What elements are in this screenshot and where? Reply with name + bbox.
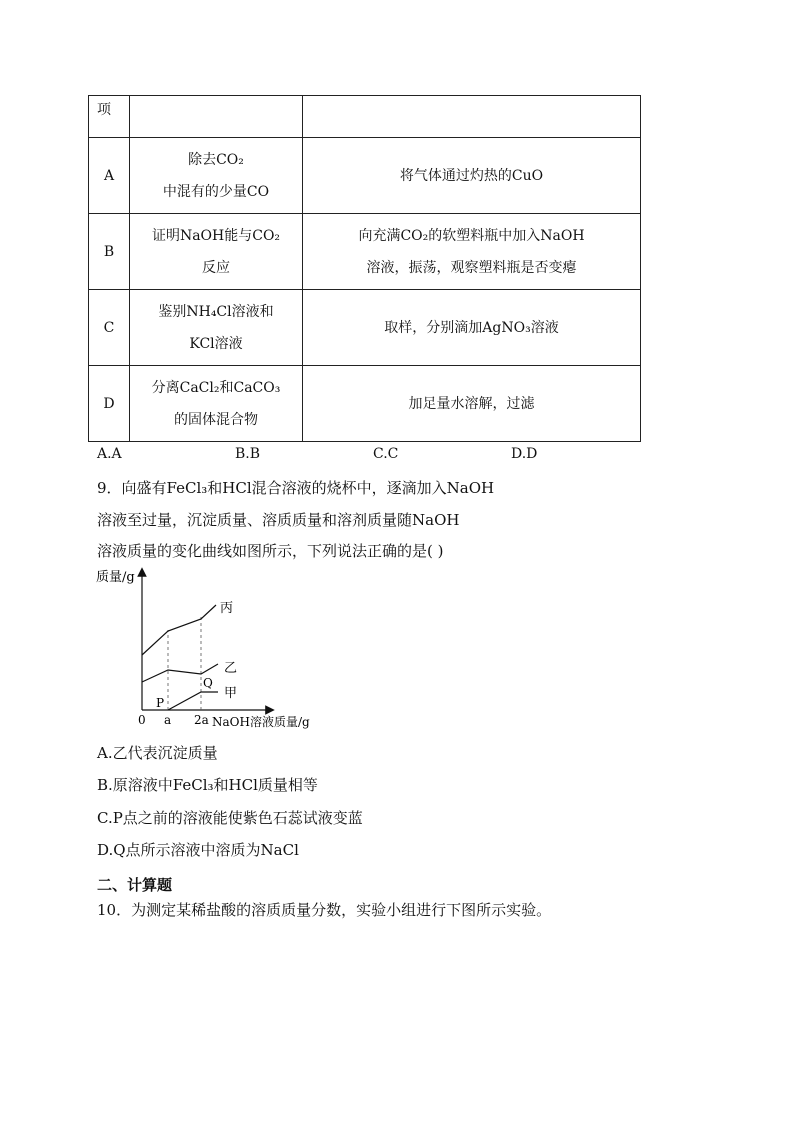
choice-d[interactable]: D.D	[511, 446, 538, 462]
purpose-line: KCl溶液	[189, 335, 243, 352]
row-method	[303, 214, 641, 290]
row-purpose	[130, 290, 303, 366]
label-p: P	[156, 696, 165, 710]
choice-c[interactable]: C.C	[373, 446, 399, 462]
row-label: A	[89, 138, 130, 214]
table-row	[89, 214, 641, 290]
method-line: 溶液，振荡，观察塑料瓶是否变瘪	[366, 259, 577, 276]
choice-b[interactable]: B.B	[235, 446, 261, 462]
row-method	[303, 366, 641, 442]
row-purpose	[130, 366, 303, 442]
label-q: Q	[203, 676, 213, 690]
q9-option-c[interactable]: C.P点之前的溶液能使紫色石蕊试液变蓝	[97, 809, 363, 827]
header-cell-item: 项	[89, 96, 130, 138]
tick-origin: 0	[138, 713, 146, 727]
row-label: C	[89, 290, 130, 366]
q9-option-d[interactable]: D.Q点所示溶液中溶质为NaCl	[97, 841, 299, 859]
purpose-line: 证明NaOH能与CO₂	[151, 227, 281, 244]
section-heading: 二、计算题	[97, 876, 173, 894]
q9-stem-line-3: 溶液质量的变化曲线如图所示，下列说法正确的是( )	[97, 542, 444, 560]
table-row	[89, 138, 641, 214]
x-axis-label: NaOH溶液质量/g	[212, 715, 310, 729]
purpose-line: 的固体混合物	[174, 411, 258, 428]
q9-option-b[interactable]: B.原溶液中FeCl₃和HCl质量相等	[97, 776, 318, 794]
row-label: B	[89, 214, 130, 290]
method-line: 加足量水溶解，过滤	[408, 395, 535, 412]
row-method	[303, 290, 641, 366]
q9-stem-line-2: 溶液至过量，沉淀质量、溶质质量和溶剂质量随NaOH	[97, 511, 460, 529]
y-axis-label: 质量/g	[96, 570, 135, 585]
tick-2a: 2a	[194, 713, 209, 727]
purpose-line: 中混有的少量CO	[162, 183, 270, 200]
header-cell-purpose	[130, 96, 303, 138]
tick-a: a	[164, 713, 172, 727]
header-cell-method	[303, 96, 641, 138]
q10-stem: 10．为测定某稀盐酸的溶质质量分数，实验小组进行下图所示实验。	[97, 901, 552, 919]
row-label: D	[89, 366, 130, 442]
options-table	[88, 95, 641, 442]
curve-bing	[142, 605, 216, 655]
label-jia: 甲	[224, 686, 238, 701]
q9-option-a[interactable]: A.乙代表沉淀质量	[97, 744, 218, 762]
method-line: 将气体通过灼热的CuO	[399, 167, 544, 184]
table-row	[89, 366, 641, 442]
purpose-line: 分离CaCl₂和CaCO₃	[151, 379, 281, 396]
mass-curve-graph	[90, 564, 330, 734]
row-purpose	[130, 138, 303, 214]
purpose-line: 反应	[202, 259, 230, 276]
method-line: 向充满CO₂的软塑料瓶中加入NaOH	[358, 227, 585, 244]
table-header-row	[89, 96, 641, 138]
q9-stem-line-1: 9．向盛有FeCl₃和HCl混合溶液的烧杯中，逐滴加入NaOH	[97, 479, 495, 497]
row-method	[303, 138, 641, 214]
method-line: 取样，分别滴加AgNO₃溶液	[384, 319, 559, 336]
label-yi: 乙	[224, 661, 238, 676]
table-row	[89, 290, 641, 366]
curve-jia	[168, 692, 218, 710]
label-bing: 丙	[220, 601, 234, 616]
purpose-line: 除去CO₂	[188, 151, 244, 168]
row-purpose	[130, 214, 303, 290]
choice-a[interactable]: A.A	[97, 446, 122, 462]
purpose-line: 鉴别NH₄Cl溶液和	[158, 303, 274, 320]
